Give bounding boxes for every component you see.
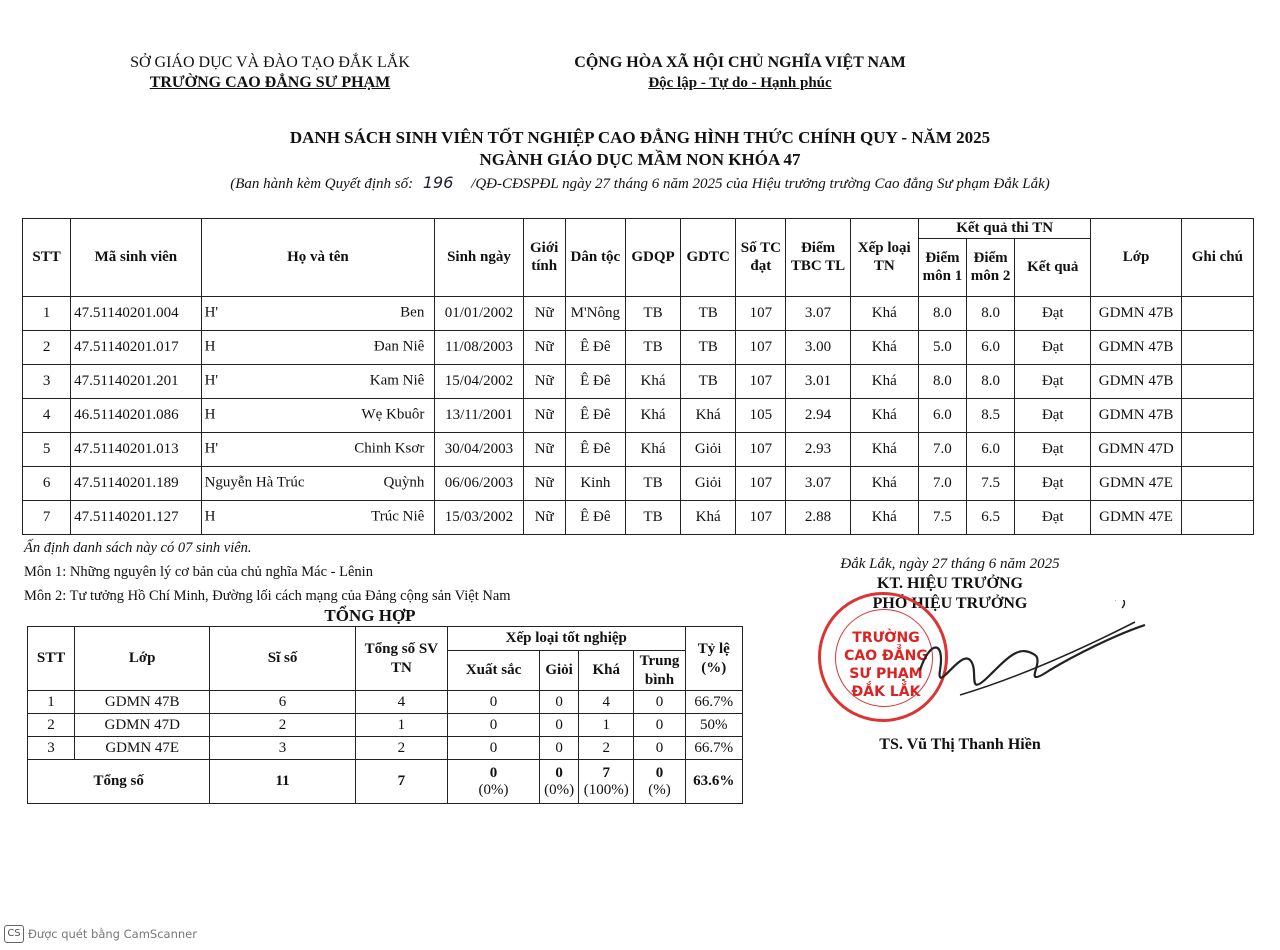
- sum-cell-graduates: 2: [355, 737, 447, 760]
- seal-line-1: TRƯỜNG: [852, 630, 920, 646]
- cell-gdqp: Khá: [625, 364, 680, 398]
- cell-birth-date: 15/04/2002: [435, 364, 523, 398]
- cell-student-id: 47.51140201.127: [71, 500, 201, 534]
- cell-class: GDMN 47D: [1091, 432, 1181, 466]
- sum-cell-fair: 4: [579, 691, 634, 714]
- cell-student-id: 47.51140201.013: [71, 432, 201, 466]
- total-good: 0 (0%): [540, 760, 579, 804]
- col-notes: Ghi chú: [1181, 219, 1253, 297]
- handwritten-signature: [900, 600, 1160, 720]
- cell-rank: Khá: [850, 330, 918, 364]
- sign-role-2: PHÓ HIỆU TRƯỞNG: [872, 595, 1028, 612]
- col-stt: STT: [23, 219, 71, 297]
- cell-score-2: 6.5: [967, 500, 1015, 534]
- sum-cell-class: GDMN 47E: [75, 737, 210, 760]
- sum-cell-graduates: 4: [355, 691, 447, 714]
- cell-gdtc: Khá: [681, 500, 736, 534]
- cell-credits: 107: [736, 330, 786, 364]
- cell-rank: Khá: [850, 398, 918, 432]
- scanner-text: Được quét bằng CamScanner: [28, 927, 197, 941]
- surname: H': [204, 304, 219, 321]
- cell-class: GDMN 47B: [1091, 398, 1181, 432]
- sum-cell-good: 0: [540, 714, 579, 737]
- col-class: Lớp: [1091, 219, 1181, 297]
- subject-2-note: Môn 2: Tư tưởng Hồ Chí Minh, Đường lối cách mạng của Đảng cộng sản Việt Nam: [24, 588, 511, 604]
- sign-role-1: KT. HIỆU TRƯỞNG: [877, 575, 1023, 592]
- sum-cell-average: 0: [634, 714, 685, 737]
- camscanner-icon: CS: [4, 925, 24, 943]
- cell-result: Đạt: [1015, 364, 1091, 398]
- sum-cell-stt: 2: [28, 714, 75, 737]
- sum-cell-excellent: 0: [447, 691, 539, 714]
- cell-gpa: 3.07: [786, 296, 850, 330]
- cell-gdtc: Khá: [681, 398, 736, 432]
- cell-gpa: 3.07: [786, 466, 850, 500]
- cell-score-2: 8.5: [967, 398, 1015, 432]
- sum-cell-ratio: 66.7%: [685, 691, 742, 714]
- agency-header: [100, 54, 440, 92]
- cell-rank: Khá: [850, 296, 918, 330]
- cell-credits: 107: [736, 364, 786, 398]
- cell-gpa: 2.93: [786, 432, 850, 466]
- sum-cell-ratio: 66.7%: [685, 737, 742, 760]
- ministry-name: SỞ GIÁO DỤC VÀ ĐÀO TẠO ĐẮK LẮK: [130, 54, 410, 71]
- cell-gdqp: TB: [625, 296, 680, 330]
- cell-gpa: 2.94: [786, 398, 850, 432]
- sum-col-size: Sĩ số: [210, 627, 355, 691]
- decision-suffix: /QĐ-CĐSPĐL ngày 27 tháng 6 năm 2025 của Hiệu trưởng trường Cao đẳng Sư phạm Đắk Lắk): [471, 176, 1050, 192]
- cell-score-1: 7.5: [918, 500, 966, 534]
- title-line2: NGÀNH GIÁO DỤC MẦM NON KHÓA 47: [479, 150, 801, 169]
- sum-cell-good: 0: [540, 737, 579, 760]
- cell-notes: [1181, 364, 1253, 398]
- cell-gender: Nữ: [523, 432, 565, 466]
- sum-col-excellent: Xuất sắc: [447, 651, 539, 691]
- total-ratio: 63.6%: [685, 760, 742, 804]
- cell-gdtc: TB: [681, 296, 736, 330]
- cell-full-name: [201, 330, 435, 364]
- cell-score-1: 6.0: [918, 398, 966, 432]
- cell-credits: 107: [736, 500, 786, 534]
- cell-gender: Nữ: [523, 364, 565, 398]
- cell-class: GDMN 47B: [1091, 330, 1181, 364]
- cell-result: Đạt: [1015, 432, 1091, 466]
- student-row: [23, 296, 1254, 330]
- cell-stt: 1: [23, 296, 71, 330]
- total-label: Tổng số: [28, 760, 210, 804]
- cell-score-1: 5.0: [918, 330, 966, 364]
- cell-full-name: [201, 466, 435, 500]
- sum-col-average: Trung bình: [634, 651, 685, 691]
- cell-gdtc: Giỏi: [681, 432, 736, 466]
- sum-cell-class: GDMN 47B: [75, 691, 210, 714]
- cell-class: GDMN 47E: [1091, 466, 1181, 500]
- sum-cell-ratio: 50%: [685, 714, 742, 737]
- cell-class: GDMN 47B: [1091, 296, 1181, 330]
- cell-ethnicity: Ê Đê: [565, 500, 625, 534]
- cell-stt: 5: [23, 432, 71, 466]
- cell-notes: [1181, 500, 1253, 534]
- col-score-1: Điểm môn 1: [918, 238, 966, 296]
- cell-gdqp: TB: [625, 466, 680, 500]
- sum-col-fair: Khá: [579, 651, 634, 691]
- sum-col-rank-group: Xếp loại tốt nghiệp: [447, 627, 685, 651]
- count-note: Ấn định danh sách này có 07 sinh viên.: [24, 540, 252, 556]
- sum-col-class: Lớp: [75, 627, 210, 691]
- sum-cell-average: 0: [634, 737, 685, 760]
- cell-full-name: [201, 364, 435, 398]
- cell-result: Đạt: [1015, 466, 1091, 500]
- cell-gpa: 2.88: [786, 500, 850, 534]
- subject-1-note: Môn 1: Những nguyên lý cơ bản của chủ nghĩa Mác - Lênin: [24, 564, 373, 580]
- col-student-id: Mã sinh viên: [71, 219, 201, 297]
- sum-cell-stt: 3: [28, 737, 75, 760]
- document-title: [100, 128, 1180, 193]
- cell-score-1: 7.0: [918, 466, 966, 500]
- nation-name: CỘNG HÒA XÃ HỘI CHỦ NGHĨA VIỆT NAM: [574, 54, 906, 71]
- student-row: [23, 466, 1254, 500]
- summary-row: [28, 691, 743, 714]
- summary-table: [27, 626, 743, 804]
- sum-col-good: Giỏi: [540, 651, 579, 691]
- cell-gender: Nữ: [523, 466, 565, 500]
- given-name: Chinh Ksơr: [354, 440, 425, 457]
- cell-ethnicity: Ê Đê: [565, 398, 625, 432]
- cell-student-id: 47.51140201.004: [71, 296, 201, 330]
- surname: H: [204, 406, 216, 423]
- sum-col-graduates: Tổng số SV TN: [355, 627, 447, 691]
- seal-line-4: ĐẮK LẮK: [851, 684, 921, 700]
- student-row: [23, 330, 1254, 364]
- student-row: [23, 398, 1254, 432]
- given-name: Trúc Niê: [371, 508, 425, 525]
- cell-notes: [1181, 466, 1253, 500]
- surname: Nguyễn Hà Trúc: [204, 474, 305, 491]
- sum-cell-size: 6: [210, 691, 355, 714]
- col-score-2: Điểm môn 2: [967, 238, 1015, 296]
- decision-prefix: (Ban hành kèm Quyết định số:: [230, 176, 414, 192]
- cell-gdtc: TB: [681, 364, 736, 398]
- cell-gdtc: TB: [681, 330, 736, 364]
- total-excellent: 0 (0%): [447, 760, 539, 804]
- cell-stt: 4: [23, 398, 71, 432]
- sum-cell-class: GDMN 47D: [75, 714, 210, 737]
- total-size: 11: [210, 760, 355, 804]
- cell-ethnicity: Ê Đê: [565, 364, 625, 398]
- cell-gdqp: Khá: [625, 432, 680, 466]
- cell-full-name: [201, 500, 435, 534]
- cell-gender: Nữ: [523, 296, 565, 330]
- sum-cell-average: 0: [634, 691, 685, 714]
- signer-name: TS. Vũ Thị Thanh Hiền: [879, 736, 1041, 753]
- cell-score-1: 7.0: [918, 432, 966, 466]
- seal-line-2: CAO ĐẲNG: [844, 648, 928, 664]
- sum-cell-size: 2: [210, 714, 355, 737]
- sum-col-ratio: Tỷ lệ (%): [685, 627, 742, 691]
- cell-birth-date: 15/03/2002: [435, 500, 523, 534]
- cell-credits: 107: [736, 432, 786, 466]
- cell-ethnicity: Kinh: [565, 466, 625, 500]
- cell-gpa: 3.01: [786, 364, 850, 398]
- cell-score-2: 7.5: [967, 466, 1015, 500]
- given-name: Ben: [400, 304, 425, 321]
- decision-number: 196: [422, 173, 454, 192]
- col-rank: Xếp loại TN: [850, 219, 918, 297]
- cell-rank: Khá: [850, 466, 918, 500]
- sum-cell-good: 0: [540, 691, 579, 714]
- cell-gender: Nữ: [523, 330, 565, 364]
- student-table: [22, 218, 1254, 535]
- cell-credits: 107: [736, 296, 786, 330]
- cell-result: Đạt: [1015, 330, 1091, 364]
- cell-notes: [1181, 398, 1253, 432]
- sum-cell-excellent: 0: [447, 737, 539, 760]
- cell-score-2: 8.0: [967, 296, 1015, 330]
- nation-motto: Độc lập - Tự do - Hạnh phúc: [648, 75, 832, 91]
- cell-score-1: 8.0: [918, 296, 966, 330]
- given-name: Wẹ Kbuôr: [361, 406, 425, 423]
- sum-cell-fair: 1: [579, 714, 634, 737]
- surname: H': [204, 372, 219, 389]
- sum-cell-graduates: 1: [355, 714, 447, 737]
- cell-ethnicity: Ê Đê: [565, 330, 625, 364]
- notes: [24, 540, 624, 605]
- given-name: Kam Niê: [369, 372, 425, 389]
- cell-gender: Nữ: [523, 398, 565, 432]
- sum-cell-excellent: 0: [447, 714, 539, 737]
- cell-credits: 107: [736, 466, 786, 500]
- col-full-name: Họ và tên: [201, 219, 435, 297]
- total-average: 0 (%): [634, 760, 685, 804]
- summary-row: [28, 737, 743, 760]
- cell-gdqp: Khá: [625, 398, 680, 432]
- cell-rank: Khá: [850, 432, 918, 466]
- student-row: [23, 364, 1254, 398]
- cell-birth-date: 06/06/2003: [435, 466, 523, 500]
- given-name: Quỳnh: [383, 474, 425, 491]
- col-gpa: Điểm TBC TL: [786, 219, 850, 297]
- cell-stt: 3: [23, 364, 71, 398]
- cell-birth-date: 13/11/2001: [435, 398, 523, 432]
- cell-class: GDMN 47B: [1091, 364, 1181, 398]
- cell-notes: [1181, 330, 1253, 364]
- summary-row: [28, 714, 743, 737]
- col-exam-group: Kết quả thi TN: [918, 219, 1091, 239]
- col-gender: Giới tính: [523, 219, 565, 297]
- cell-gdqp: TB: [625, 330, 680, 364]
- cell-class: GDMN 47E: [1091, 500, 1181, 534]
- col-credits: Số TC đạt: [736, 219, 786, 297]
- school-name: TRƯỜNG CAO ĐẲNG SƯ PHẠM: [149, 74, 391, 91]
- col-birth-date: Sinh ngày: [435, 219, 523, 297]
- national-header: [530, 54, 950, 92]
- sum-cell-fair: 2: [579, 737, 634, 760]
- cell-gender: Nữ: [523, 500, 565, 534]
- cell-rank: Khá: [850, 500, 918, 534]
- cell-result: Đạt: [1015, 500, 1091, 534]
- surname: H: [204, 508, 216, 525]
- cell-full-name: [201, 398, 435, 432]
- summary-title: TỔNG HỢP: [324, 606, 416, 625]
- cell-student-id: 46.51140201.086: [71, 398, 201, 432]
- col-result: Kết quả: [1015, 238, 1091, 296]
- cell-full-name: [201, 296, 435, 330]
- sum-cell-size: 3: [210, 737, 355, 760]
- cell-stt: 7: [23, 500, 71, 534]
- surname: H: [204, 338, 216, 355]
- cell-student-id: 47.51140201.201: [71, 364, 201, 398]
- decision-line: [100, 173, 1180, 193]
- cell-result: Đạt: [1015, 296, 1091, 330]
- cell-score-1: 8.0: [918, 364, 966, 398]
- summary-total-row: [28, 760, 743, 804]
- cell-student-id: 47.51140201.189: [71, 466, 201, 500]
- cell-gdtc: Giỏi: [681, 466, 736, 500]
- cell-ethnicity: M'Nông: [565, 296, 625, 330]
- cell-result: Đạt: [1015, 398, 1091, 432]
- cell-score-2: 6.0: [967, 330, 1015, 364]
- cell-rank: Khá: [850, 364, 918, 398]
- cell-ethnicity: Ê Đê: [565, 432, 625, 466]
- cell-birth-date: 11/08/2003: [435, 330, 523, 364]
- surname: H': [204, 440, 219, 457]
- cell-gdqp: TB: [625, 500, 680, 534]
- cell-full-name: [201, 432, 435, 466]
- cell-birth-date: 01/01/2002: [435, 296, 523, 330]
- student-row: [23, 432, 1254, 466]
- sign-date: Đắk Lắk, ngày 27 tháng 6 năm 2025: [840, 556, 1060, 572]
- cell-notes: [1181, 296, 1253, 330]
- student-row: [23, 500, 1254, 534]
- title-line1: DANH SÁCH SINH VIÊN TỐT NGHIỆP CAO ĐẲNG HÌNH THỨC CHÍNH QUY - NĂM 2025: [289, 128, 991, 147]
- cell-stt: 2: [23, 330, 71, 364]
- sum-col-stt: STT: [28, 627, 75, 691]
- seal-line-3: SƯ PHẠM: [849, 666, 923, 682]
- total-fair: 7 (100%): [579, 760, 634, 804]
- cell-score-2: 8.0: [967, 364, 1015, 398]
- cell-gpa: 3.00: [786, 330, 850, 364]
- given-name: Đan Niê: [373, 338, 425, 355]
- col-ethnicity: Dân tộc: [565, 219, 625, 297]
- cell-score-2: 6.0: [967, 432, 1015, 466]
- cell-stt: 6: [23, 466, 71, 500]
- cell-student-id: 47.51140201.017: [71, 330, 201, 364]
- sum-cell-stt: 1: [28, 691, 75, 714]
- cell-birth-date: 30/04/2003: [435, 432, 523, 466]
- cell-credits: 105: [736, 398, 786, 432]
- col-gdtc: GDTC: [681, 219, 736, 297]
- col-gdqp: GDQP: [625, 219, 680, 297]
- cell-notes: [1181, 432, 1253, 466]
- total-graduates: 7: [355, 760, 447, 804]
